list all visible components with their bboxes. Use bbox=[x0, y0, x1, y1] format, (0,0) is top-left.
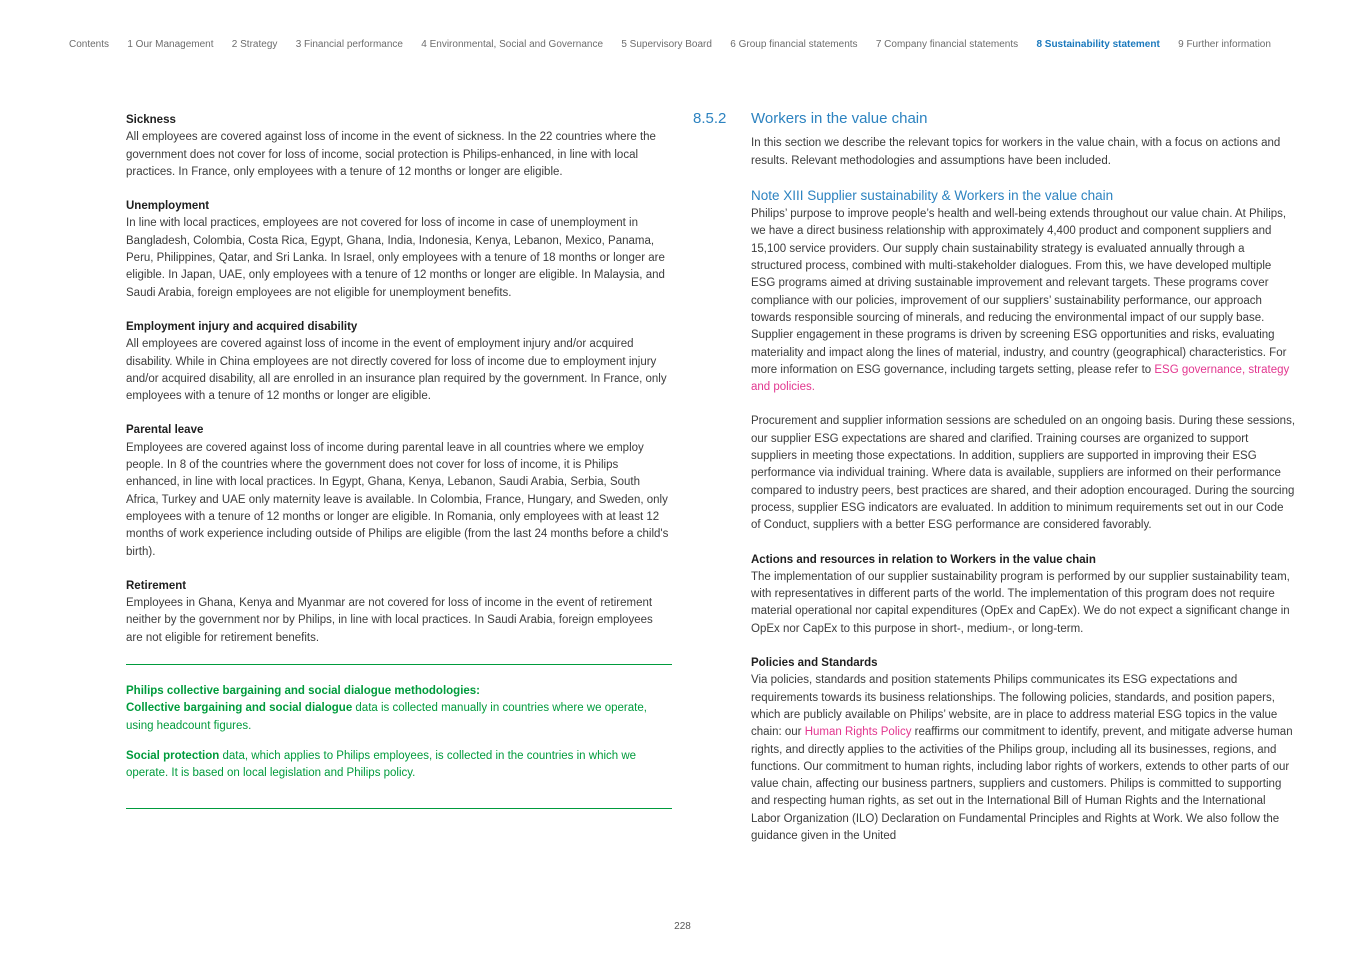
right-column bbox=[693, 110, 1296, 862]
methodology-p1-lead: Collective bargaining and social dialogue bbox=[126, 702, 353, 715]
note-paragraph-1 bbox=[751, 206, 1296, 396]
policies-heading: Policies and Standards bbox=[751, 657, 878, 670]
nav-item-further-information[interactable]: 9 Further information bbox=[1178, 39, 1271, 50]
section-retirement bbox=[126, 578, 672, 647]
employment-injury-heading: Employment injury and acquired disability bbox=[126, 320, 358, 333]
section-title: Workers in the value chain bbox=[751, 110, 928, 127]
methodology-p1-rest: data is collected manually in countries where we operate, using headcount figures. bbox=[126, 702, 647, 732]
section-header bbox=[693, 110, 1296, 127]
section-parental-leave bbox=[126, 422, 672, 560]
nav-item-sustainability-statement[interactable]: 8 Sustainability statement bbox=[1036, 39, 1160, 50]
note-xiii-heading: Note XIII Supplier sustainability & Workers in the value chain bbox=[751, 187, 1114, 203]
nav-item-strategy[interactable]: 2 Strategy bbox=[231, 39, 278, 50]
nav-item-group-financial-statements[interactable]: 6 Group financial statements bbox=[730, 39, 858, 50]
top-navigation bbox=[69, 39, 1271, 50]
methodology-paragraph-1 bbox=[126, 683, 672, 735]
employment-injury-body: All employees are covered against loss of income in the event of employment injury and/or acquired disability. While in China employees are not directly covered for loss of income due to employment injury and/or acquired disability, all are enrolled in an insurance plan required by the government. In France, only employees with a tenure of 12 months or longer are eligible. bbox=[126, 338, 667, 403]
note-paragraph-2: Procurement and supplier information sessions are scheduled on an ongoing basis. During these sessions, our supplier ESG expectations are shared and clarified. Training courses are organized to support suppliers in meeting those expectations. In addition, suppliers are supported in improving their ESG performance via individual training. Where data is available, suppliers are informed on their performance compared to industry peers, best practices are shared, and their adoption encouraged. During the sourcing process, supplier ESG indicators are evaluated. In addition to minimum requirements set out in our Code of Conduct, suppliers with a better ESG performance are considered favorably. bbox=[751, 415, 1296, 532]
policies-body bbox=[751, 672, 1296, 845]
right-column-content bbox=[751, 135, 1296, 845]
section-unemployment bbox=[126, 198, 672, 302]
intro-paragraph: In this section we describe the relevant topics for workers in the value chain, with a focus on actions and results. Relevant methodologies and assumptions have been included. bbox=[751, 137, 1281, 167]
methodology-paragraph-2 bbox=[126, 748, 672, 783]
page-number: 228 bbox=[674, 921, 691, 932]
nav-item-our-management[interactable]: 1 Our Management bbox=[127, 39, 214, 50]
link-human-rights-policy[interactable]: Human Rights Policy bbox=[804, 726, 912, 739]
actions-body: The implementation of our supplier sustainability program is performed by our supplier sustainability team, with representatives in different parts of the world. The implementation of this program does not require material operational nor capital expenditures (OpEx and CapEx). We do not expect a significant change in OpEx nor CapEx to this purpose in short-, medium-, or long-term. bbox=[751, 570, 1290, 635]
policies-text-after: reaffirms our commitment to identify, prevent, and mitigate adverse human rights, and directly applies to the activities of the Philips group, including all its businesses, regions, and functions. Our commitment to human rights, including labor rights of workers, extends to other parts of our value chain, affecting our business partners, suppliers and customers. Philips is committed to supporting and respecting human rights, as set out in the International Bill of Human Rights and the International Labor Organization (ILO) Declaration on Fundamental Principles and Rights at Work. We also follow the guidance given in the United bbox=[751, 726, 1293, 842]
sickness-heading: Sickness bbox=[126, 114, 176, 126]
nav-item-company-financial-statements[interactable]: 7 Company financial statements bbox=[875, 39, 1019, 50]
sickness-body: All employees are covered against loss of income in the event of sickness. In the 22 countries where the government does not cover for loss of income, social protection is Philips-enhanced, in line with local practices. In France, only employees with a tenure of 12 months or longer are eligible. bbox=[126, 131, 656, 178]
actions-heading: Actions and resources in relation to Workers in the value chain bbox=[751, 553, 1096, 566]
methodology-p2-lead: Social protection bbox=[126, 749, 220, 762]
methodology-title: Philips collective bargaining and social dialogue methodologies: bbox=[126, 685, 481, 698]
nav-item-esg[interactable]: 4 Environmental, Social and Governance bbox=[421, 39, 604, 50]
methodology-p2-rest: data, which applies to Philips employees, is collected in the countries in which we operate. It is based on local legislation and Philips policy. bbox=[126, 749, 637, 780]
methodology-note bbox=[126, 664, 672, 808]
unemployment-body: In line with local practices, employees are not covered for loss of income in case of unemployment in Bangladesh, Colombia, Costa Rica, Egypt, Ghana, India, Indonesia, Kenya, Lebanon, Mexico, Panama, Peru, Philippines, Qatar, and Sri Lanka. In Israel, only employees with a tenure of 18 months or longer are eligible. In Japan, UAE, only employees with a tenure of 12 months or longer are eligible. In Malaysia, and Saudi Arabia, foreign employees are not eligible for unemployment benefits. bbox=[126, 217, 665, 299]
nav-item-supervisory-board[interactable]: 5 Supervisory Board bbox=[621, 39, 712, 50]
section-number: 8.5.2 bbox=[693, 110, 727, 127]
link-esg-governance[interactable]: ESG governance, strategy and policies. bbox=[751, 363, 1290, 394]
nav-item-financial-performance[interactable]: 3 Financial performance bbox=[295, 39, 403, 50]
parental-leave-heading: Parental leave bbox=[126, 424, 204, 437]
policies-text-before: Via policies, standards and position statements Philips communicates its ESG expectations and requirements towards its business relationships. The following policies, standards, and position papers, which are publicly available on Philips’ website, are in place to address material ESG topics in the value chain: our bbox=[751, 674, 1278, 739]
note-p1-text: Philips’ purpose to improve people’s health and well-being extends throughout our value chain. At Philips, we have a direct business relationship with approximately 4,400 product and component suppliers and 15,100 service providers. Our supply chain sustainability strategy is evaluated annually through a structured process, combined with multi-stakeholder dialogues. From this, we have developed multiple ESG programs aimed at driving sustainable improvement and relevant targets. These programs cover compliance with our policies, improvement of our suppliers’ sustainability performance, our approach towards responsible sourcing of minerals, and reducing the environmental impact of our supply base. Supplier engagement in these programs is driven by screening ESG opportunities and risks, evaluating materiality and impact along the lines of material, industry, and country (geographical) characteristics. For more information on ESG governance, including targets setting, please refer to bbox=[751, 208, 1287, 376]
section-sickness bbox=[126, 112, 672, 181]
section-employment-injury bbox=[126, 319, 672, 405]
retirement-body: Employees in Ghana, Kenya and Myanmar are not covered for loss of income in the event of retirement neither by the government nor by Philips, in line with local practices. In Saudi Arabia, foreign employees are not eligible for retirement benefits. bbox=[126, 597, 653, 644]
nav-item-contents[interactable]: Contents bbox=[69, 39, 110, 50]
unemployment-heading: Unemployment bbox=[126, 200, 210, 213]
retirement-heading: Retirement bbox=[126, 579, 187, 592]
left-column bbox=[126, 112, 672, 809]
parental-leave-body: Employees are covered against loss of income during parental leave in all countries where we employ people. In 8 of the countries where the government does not cover for loss of income, it is Philips enhanced, in line with local practices. In Egypt, Ghana, Kenya, Lebanon, Saudi Arabia, Serbia, South Africa, Turkey and UAE only maternity leave is available. In Colombia, France, Hungary, and Sweden, only employees with a tenure of 12 months or longer are eligible. In Romania, only employees with at least 12 months of work experience including outside of Philips are eligible (from the last 24 months before a child's birth). bbox=[126, 441, 669, 558]
